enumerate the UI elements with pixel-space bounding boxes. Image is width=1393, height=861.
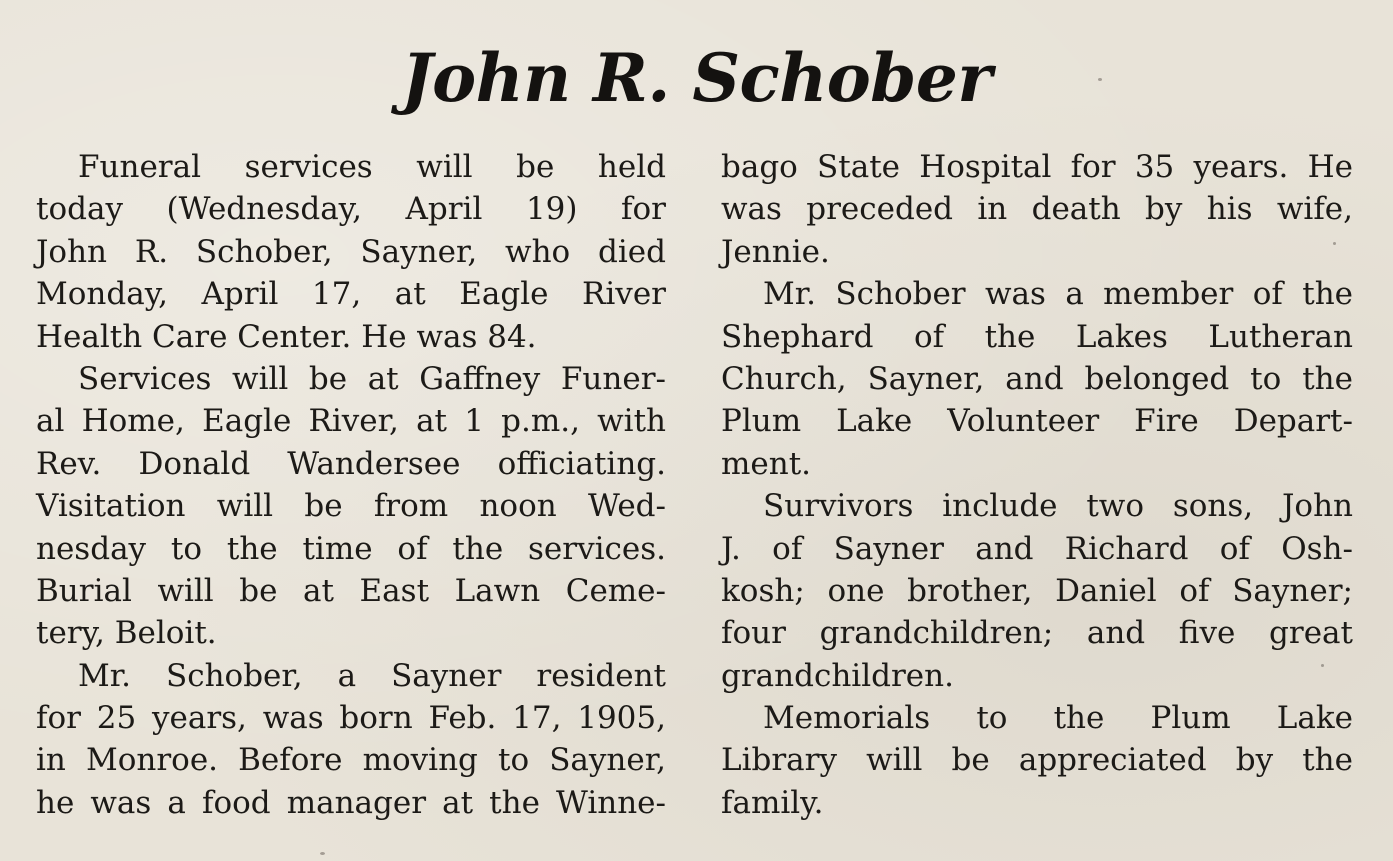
- text-line: Health Care Center. He was 84.: [36, 318, 537, 355]
- text-line: tery, Beloit.: [36, 615, 217, 652]
- text-line: in Monroe. Before moving to Sayner,: [36, 742, 666, 779]
- text-line: for 25 years, was born Feb. 17, 1905,: [36, 700, 666, 737]
- text-line: grandchildren.: [721, 657, 954, 694]
- print-speck: [320, 852, 325, 855]
- text-line: al Home, Eagle River, at 1 p.m., with: [36, 403, 666, 440]
- obituary-headline: John R. Schober: [401, 39, 992, 117]
- text-line: four grandchildren; and five great: [721, 615, 1353, 652]
- text-line: bago State Hospital for 35 years. He: [721, 149, 1353, 185]
- text-line: Services will be at Gaffney Funer-: [78, 360, 666, 397]
- text-line: ment.: [721, 445, 812, 482]
- text-line: Church, Sayner, and belonged to the: [721, 360, 1353, 397]
- text-line: family.: [721, 784, 824, 821]
- print-speck: [1321, 664, 1324, 667]
- print-speck: [1098, 78, 1102, 81]
- text-line: Burial will be at East Lawn Ceme-: [36, 572, 666, 609]
- text-line: was preceded in death by his wife,: [721, 191, 1353, 228]
- print-speck: [1333, 242, 1336, 245]
- text-line: Funeral services will be held: [78, 149, 666, 185]
- text-line: Visitation will be from noon Wed-: [36, 488, 666, 525]
- text-line: kosh; one brother, Daniel of Sayner;: [721, 572, 1353, 609]
- text-line: Mr. Schober, a Sayner resident: [78, 657, 666, 694]
- text-line: he was a food manager at the Winne-: [36, 784, 666, 821]
- text-line: Jennie.: [721, 233, 830, 270]
- text-line: Monday, April 17, at Eagle River: [36, 276, 666, 313]
- text-line: Rev. Donald Wandersee officiating.: [36, 445, 666, 482]
- text-line: Plum Lake Volunteer Fire Depart-: [721, 403, 1353, 440]
- text-line: Survivors include two sons, John: [763, 488, 1353, 525]
- text-line: Shephard of the Lakes Lutheran: [721, 318, 1353, 355]
- text-line: nesday to the time of the services.: [36, 530, 666, 567]
- text-line: today (Wednesday, April 19) for: [36, 191, 666, 228]
- text-line: Mr. Schober was a member of the: [763, 276, 1353, 313]
- text-line: Memorials to the Plum Lake: [763, 700, 1353, 737]
- text-line: J. of Sayner and Richard of Osh-: [721, 530, 1353, 567]
- right-column: [721, 146, 1353, 824]
- text-line: John R. Schober, Sayner, who died: [36, 233, 666, 270]
- text-line: Library will be appreciated by the: [721, 742, 1353, 779]
- left-column: [36, 146, 666, 824]
